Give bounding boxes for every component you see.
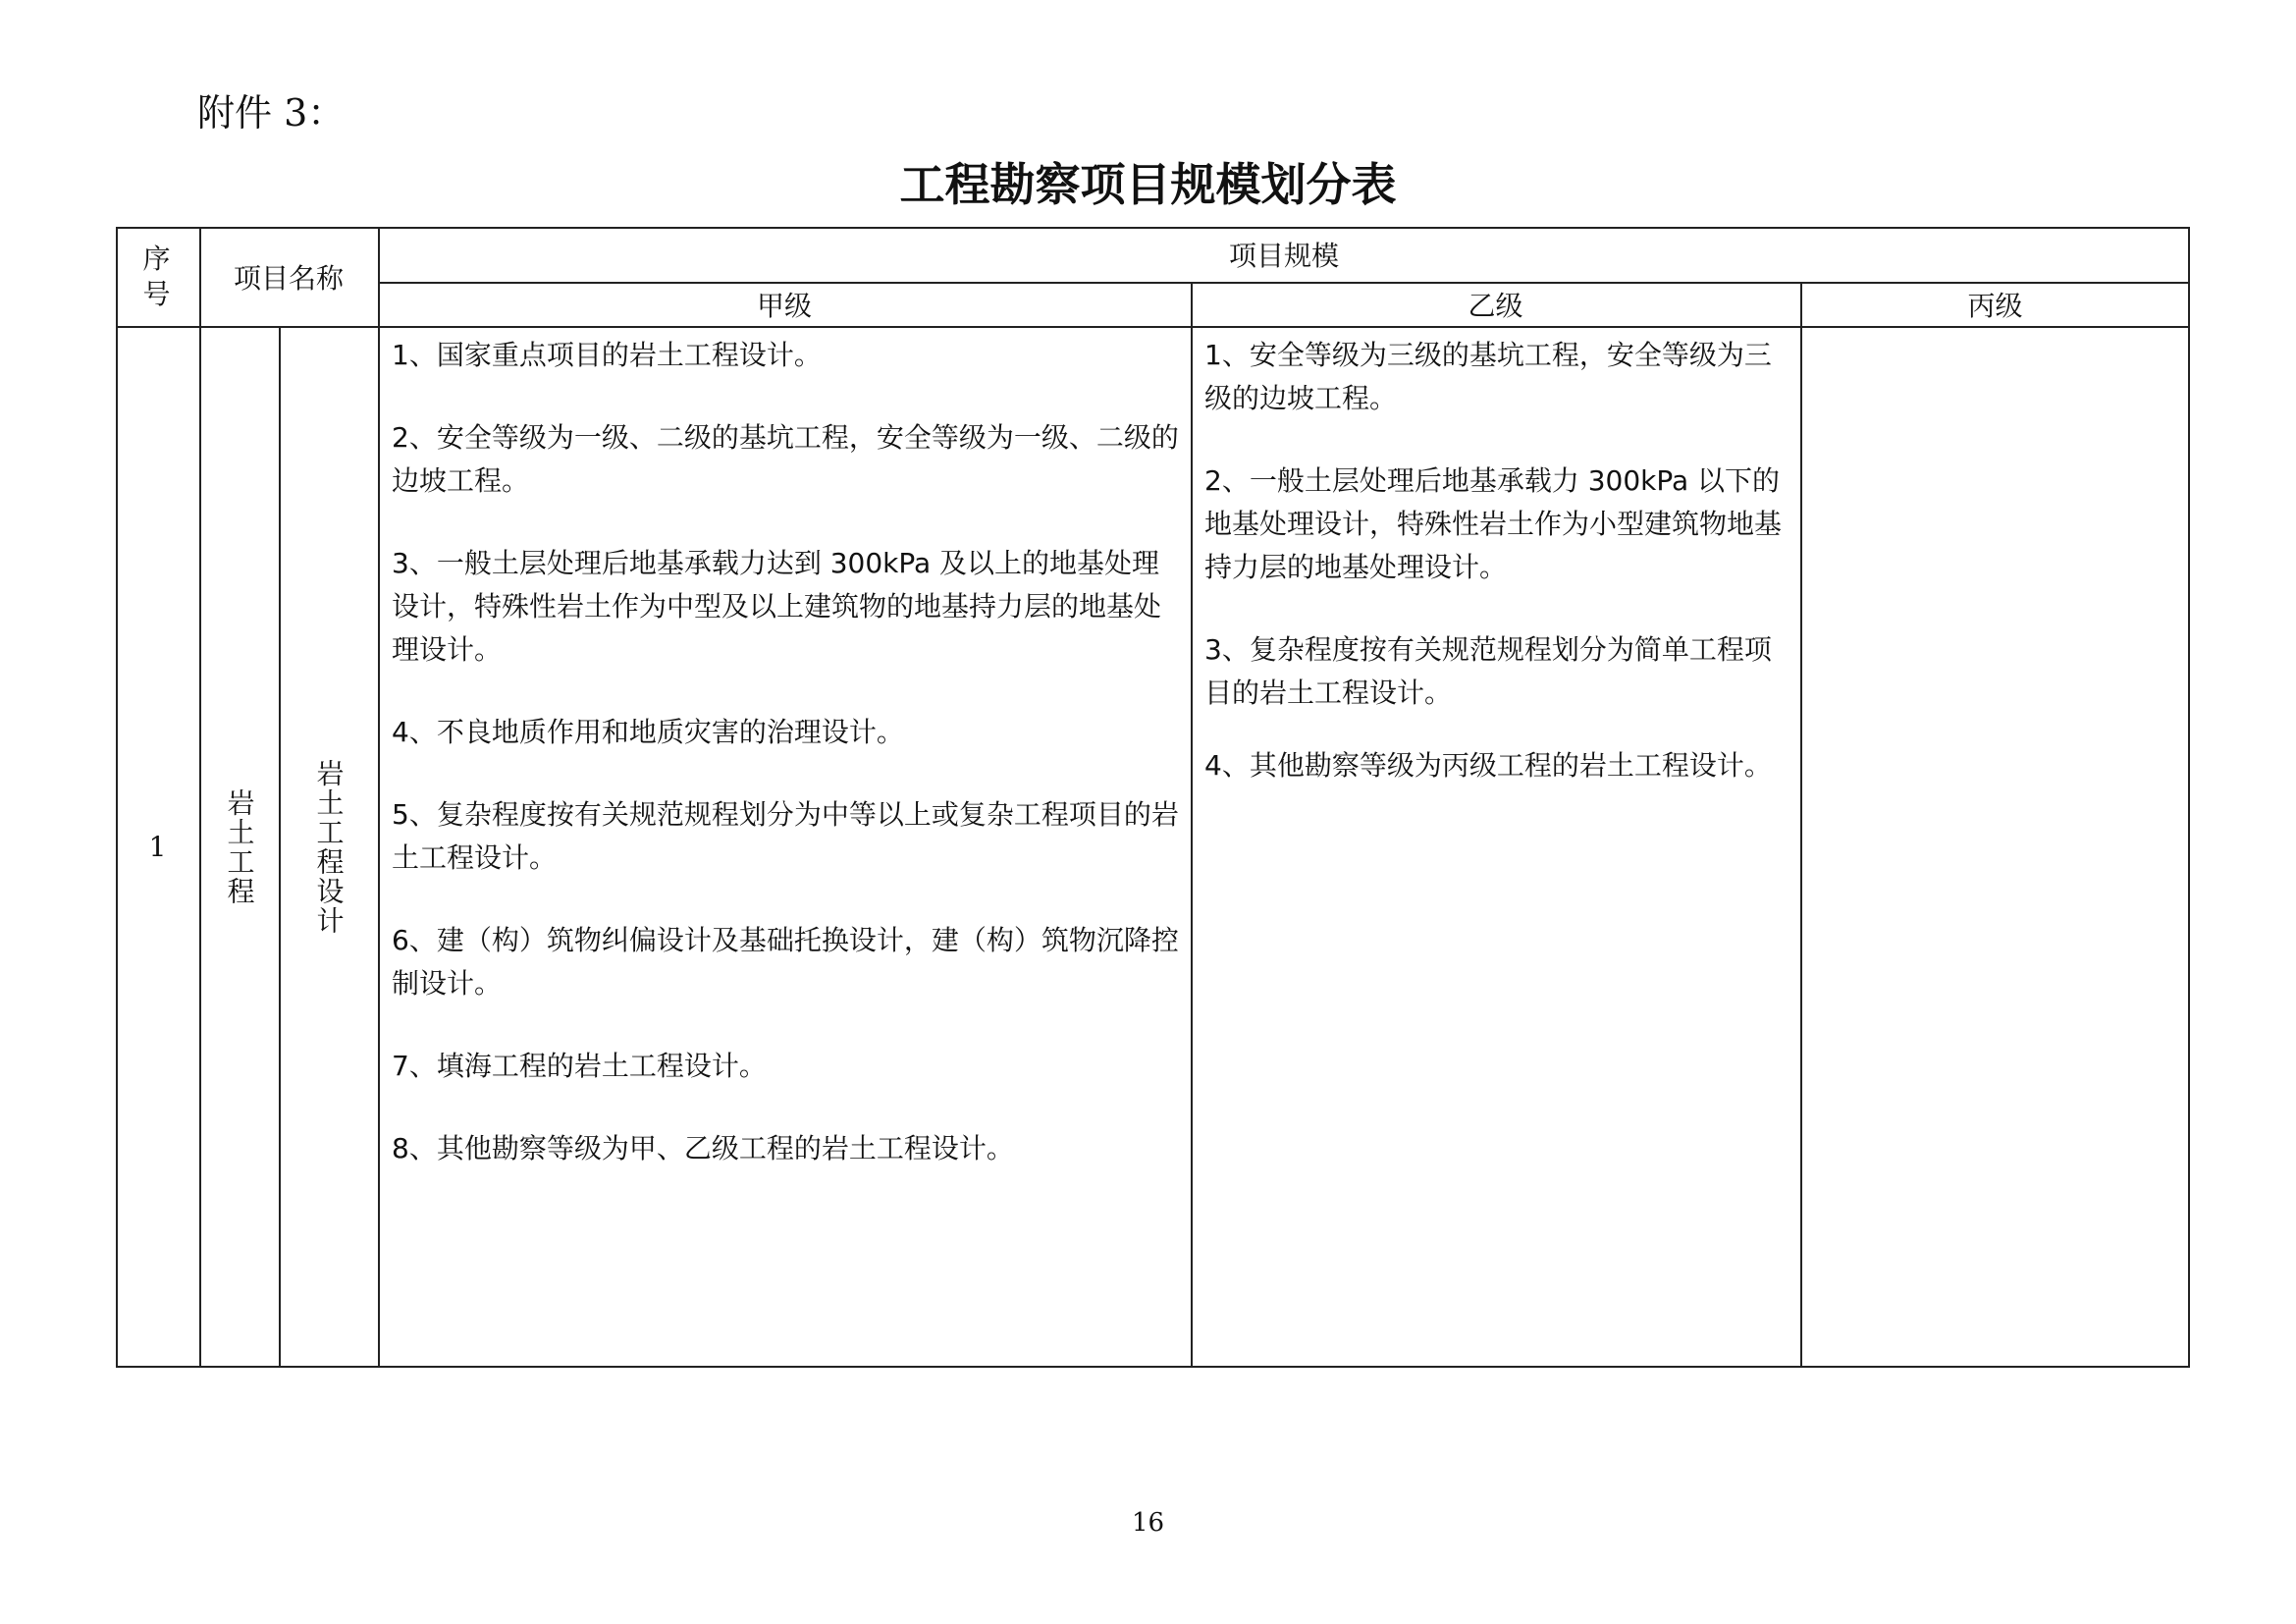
attachment-label: 附件 3：	[197, 91, 346, 135]
page-title: 工程勘察项目规模划分表	[899, 158, 1397, 211]
page-number: 16	[1131, 1508, 1165, 1538]
list-item: 2、安全等级为一级、二级的基坑工程，安全等级为一级、二级的边坡工程。	[392, 421, 1179, 497]
scale-table	[116, 227, 2190, 1368]
header-scale: 项目规模	[1228, 240, 1339, 272]
row-subcategory: 岩土工程设计	[312, 758, 346, 936]
grade-a-content	[378, 326, 1191, 1368]
header-grade-a: 甲级	[756, 289, 812, 322]
row-category: 岩土工程	[223, 787, 256, 906]
list-item: 5、复杂程度按有关规范规程划分为中等以上或复杂工程项目的岩土工程设计。	[392, 798, 1179, 874]
list-item: 4、其他勘察等级为丙级工程的岩土工程设计。	[1204, 749, 1772, 782]
list-item: 1、安全等级为三级的基坑工程，安全等级为三级的边坡工程。	[1204, 339, 1772, 414]
list-item: 8、其他勘察等级为甲、乙级工程的岩土工程设计。	[392, 1132, 1014, 1164]
list-item: 7、填海工程的岩土工程设计。	[392, 1050, 767, 1082]
header-grade-b: 乙级	[1468, 289, 1523, 322]
header-project-name: 项目名称	[233, 261, 344, 295]
list-item: 1、国家重点项目的岩土工程设计。	[392, 339, 822, 371]
list-item: 2、一般土层处理后地基承载力 300kPa 以下的地基处理设计，特殊性岩土作为小型建筑物地基持力层的地基处理设计。	[1204, 464, 1783, 583]
list-item: 6、建（构）筑物纠偏设计及基础托换设计，建（构）筑物沉降控制设计。	[392, 924, 1179, 1000]
grade-b-content	[1191, 326, 1800, 1368]
list-item: 3、一般土层处理后地基承载力达到 300kPa 及以上的地基处理设计，特殊性岩土作为中型及以上建筑物的地基持力层的地基处理设计。	[392, 547, 1162, 666]
list-item: 3、复杂程度按有关规范规程划分为简单工程项目的岩土工程设计。	[1204, 633, 1772, 709]
grade-c-content	[1800, 326, 2190, 1368]
header-seq: 序号	[142, 242, 173, 310]
header-grade-c: 丙级	[1967, 289, 2023, 322]
list-item: 4、不良地质作用和地质灾害的治理设计。	[392, 716, 904, 748]
row-seq: 1	[148, 831, 167, 863]
